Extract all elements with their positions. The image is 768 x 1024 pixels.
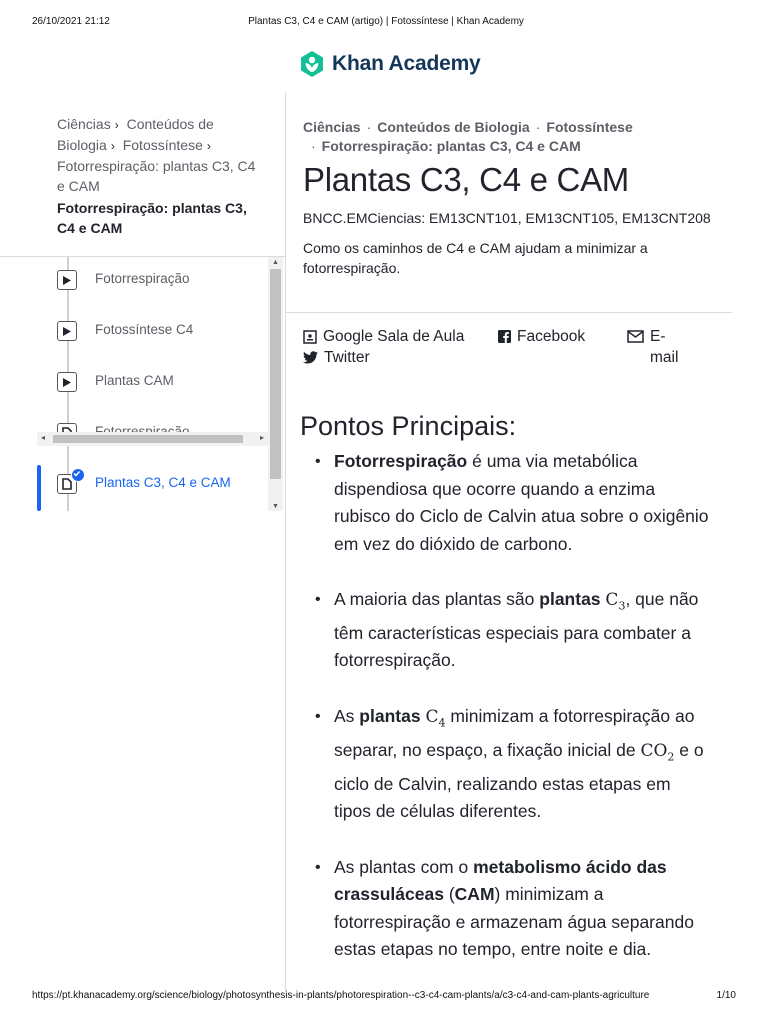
crumb-ciencias[interactable]: Ciências (303, 119, 361, 135)
share-label: E- mail (650, 328, 679, 366)
khan-leaf-icon (300, 51, 324, 77)
crumb-fotossintese[interactable]: Fotossíntese (546, 119, 633, 135)
article-content (300, 408, 710, 992)
print-footer (32, 990, 736, 1004)
math-co2: $CO_2$ (640, 740, 675, 764)
bncc-codes: BNCC.EMCiencias: EM13CNT101, EM13CNT105, EM13CNT208 (303, 210, 711, 226)
article-description: Como os caminhos de C4 e CAM ajudam a minimizar a fotorrespiração. (303, 240, 648, 276)
share-divider (286, 312, 732, 313)
completed-check-icon (71, 468, 85, 482)
article-breadcrumb (303, 118, 728, 156)
google-classroom-icon (303, 330, 317, 344)
share-label: Google Sala de Aula (323, 328, 465, 345)
share-facebook-button[interactable] (498, 326, 585, 347)
layout-divider (285, 92, 286, 992)
sidebar-crumb-ciencias[interactable]: Ciências (57, 116, 111, 132)
chevron-right-icon: › (114, 118, 119, 132)
lesson-nav-list (0, 257, 268, 511)
khan-academy-logo[interactable] (300, 51, 481, 77)
breadcrumb-separator: · (311, 138, 316, 154)
vertical-scrollbar[interactable] (268, 257, 283, 511)
share-label: Twitter (324, 349, 370, 366)
nav-item-fotorrespiracao-video[interactable] (0, 257, 268, 308)
math-c3: $C_3$ (605, 590, 626, 613)
print-url: https://pt.khanacademy.org/science/biology/photosynthesis-in-plants/photorespiration--c3-c4-cam-plants/a/c3-c4-and-cam-plants-agriculture (32, 990, 650, 1001)
scroll-thumb[interactable] (270, 269, 281, 479)
crumb-unit[interactable]: Fotorrespiração: plantas C3, C4 e CAM (321, 138, 581, 154)
key-points-list (300, 448, 710, 964)
print-doc-title: Plantas C3, C4 e CAM (artigo) | Fotossíntese | Khan Academy (248, 16, 524, 27)
scroll-up-icon[interactable]: ▲ (272, 259, 279, 266)
video-icon (57, 270, 77, 290)
key-points-heading: Pontos Principais: (300, 411, 517, 441)
horizontal-scrollbar[interactable] (37, 432, 268, 446)
nav-item-plantas-c3-c4-cam[interactable] (0, 461, 268, 511)
sidebar-breadcrumb (57, 114, 267, 238)
list-item: • Fotorrespiração é uma via metabólica dispendiosa que ocorre quando a enzima rubisco do Ciclo de Calvin atua sobre o oxigênio em vez do dióxido de carbono. (334, 448, 710, 558)
share-twitter-button[interactable] (303, 347, 370, 368)
chevron-right-icon: › (206, 139, 211, 153)
sidebar-current-unit: Fotorrespiração: plantas C3, C4 e CAM (57, 200, 247, 236)
video-icon (57, 372, 77, 392)
sidebar-crumb-fotossintese[interactable]: Fotossíntese (122, 137, 203, 153)
scroll-right-icon[interactable]: ▸ (259, 433, 264, 442)
list-item: • As plantas $C_4$ minimizam a fotorrespiração ao separar, no espaço, a fixação inicial de $CO_2$ e o ciclo de Calvin, realizando estas etapas em tipos de células diferentes. (334, 703, 710, 826)
share-label: Facebook (517, 328, 586, 345)
scroll-left-icon[interactable]: ◂ (41, 433, 46, 442)
article-header (303, 118, 728, 278)
active-indicator (37, 465, 41, 511)
list-item: • As plantas com o metabolismo ácido das crassuláceas (CAM) minimizam a fotorrespiração e armazenam água separando estas etapas no tempo, entre noite e dia. (334, 854, 710, 964)
page-title: Plantas C3, C4 e CAM (303, 161, 629, 198)
share-email-button[interactable] (627, 326, 678, 368)
print-datetime: 26/10/2021 21:12 (32, 16, 110, 27)
print-page-number: 1/10 (716, 990, 736, 1001)
nav-item-fotossintese-c4[interactable] (0, 308, 268, 359)
mail-icon (627, 330, 644, 343)
nav-item-label: Fotorrespiração (95, 271, 190, 286)
list-item: • A maioria das plantas são plantas $C_3$, que não têm características especiais para combater a fotorrespiração. (334, 586, 710, 675)
scroll-thumb[interactable] (53, 435, 243, 443)
nav-item-label: Fotossíntese C4 (95, 322, 194, 337)
sidebar-crumb-biologia[interactable]: Conteúdos de Biologia (57, 116, 214, 153)
facebook-icon (498, 330, 511, 343)
share-google-classroom-button[interactable] (303, 326, 464, 347)
logo-text: Khan Academy (332, 52, 481, 75)
nav-item-label: Plantas CAM (95, 373, 174, 388)
crumb-biologia[interactable]: Conteúdos de Biologia (377, 119, 530, 135)
math-c4: $C_4$ (425, 706, 446, 730)
nav-item-label: Plantas C3, C4 e CAM (95, 475, 231, 490)
scroll-down-icon[interactable]: ▼ (272, 503, 279, 510)
sidebar-crumb-unit[interactable]: Fotorrespiração: plantas C3, C4 e CAM (57, 158, 256, 194)
video-icon (57, 321, 77, 341)
breadcrumb-separator: · (535, 119, 541, 135)
breadcrumb-separator: · (366, 119, 372, 135)
chevron-right-icon: › (110, 139, 115, 153)
nav-item-plantas-cam[interactable] (0, 359, 268, 410)
twitter-icon (303, 351, 318, 364)
